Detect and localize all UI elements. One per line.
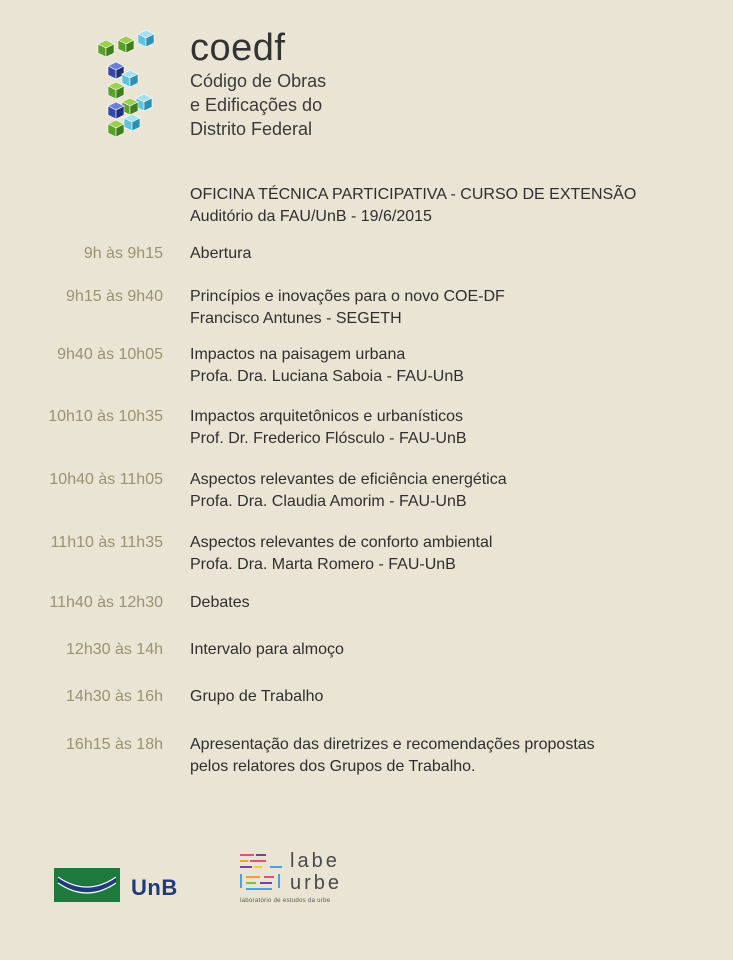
schedule-speaker: Francisco Antunes - SEGETH [190, 310, 402, 327]
urbe-word: urbe [290, 872, 343, 894]
schedule-title: Apresentação das diretrizes e recomendações propostas [190, 736, 595, 753]
labe-tagline: laboratório de estudos da urbe [240, 898, 331, 904]
schedule-time: 11h10 às 11h35 [50, 534, 163, 551]
labe-urbe-wordmark [290, 850, 342, 894]
schedule-time: 12h30 às 14h [66, 641, 163, 658]
schedule-title: Princípios e inovações para o novo COE-DF [190, 288, 505, 305]
schedule-time: 10h40 às 11h05 [49, 471, 163, 488]
schedule-title: Intervalo para almoço [190, 641, 344, 658]
schedule-time: 9h às 9h15 [83, 245, 163, 262]
unb-label: UnB [131, 875, 178, 900]
brand-block [190, 28, 326, 140]
schedule-speaker: Profa. Dra. Claudia Amorim - FAU-UnB [190, 493, 467, 510]
schedule-title: Debates [190, 594, 250, 611]
event-venue: Auditório da FAU/UnB - 19/6/2015 [190, 208, 432, 225]
schedule-time: 16h15 às 18h [66, 736, 163, 753]
brand-line-3: Distrito Federal [190, 119, 313, 139]
schedule-time: 14h30 às 16h [66, 688, 163, 705]
schedule-title: Grupo de Trabalho [190, 688, 324, 705]
schedule-time: 9h15 às 9h40 [66, 288, 163, 305]
schedule-speaker: Prof. Dr. Frederico Flósculo - FAU-UnB [190, 430, 467, 447]
schedule-title: Aspectos relevantes de conforto ambiental [190, 534, 493, 551]
brand-name: coedf [190, 27, 286, 69]
schedule-title: Impactos na paisagem urbana [190, 346, 406, 363]
brand-line-1: Código de Obras [190, 71, 327, 91]
schedule-time: 9h40 às 10h05 [57, 346, 163, 363]
schedule-speaker: pelos relatores dos Grupos de Trabalho. [190, 758, 476, 775]
schedule-speaker: Profa. Dra. Marta Romero - FAU-UnB [190, 556, 456, 573]
brand-line-2: e Edificações do [190, 95, 323, 115]
labe-urbe-logo-icon [240, 852, 284, 896]
event-title: OFICINA TÉCNICA PARTICIPATIVA - CURSO DE EXTENSÃO [190, 186, 637, 203]
schedule-title: Aspectos relevantes de eficiência energética [190, 471, 507, 488]
schedule-speaker: Profa. Dra. Luciana Saboia - FAU-UnB [190, 368, 464, 385]
schedule-time: 10h10 às 10h35 [48, 408, 163, 425]
schedule-time: 11h40 às 12h30 [49, 594, 163, 611]
coedf-logo-icon [96, 30, 162, 140]
schedule-title: Impactos arquitetônicos e urbanísticos [190, 408, 464, 425]
labe-word: labe [290, 850, 340, 872]
event-info [190, 184, 636, 228]
schedule-title: Abertura [190, 245, 252, 262]
